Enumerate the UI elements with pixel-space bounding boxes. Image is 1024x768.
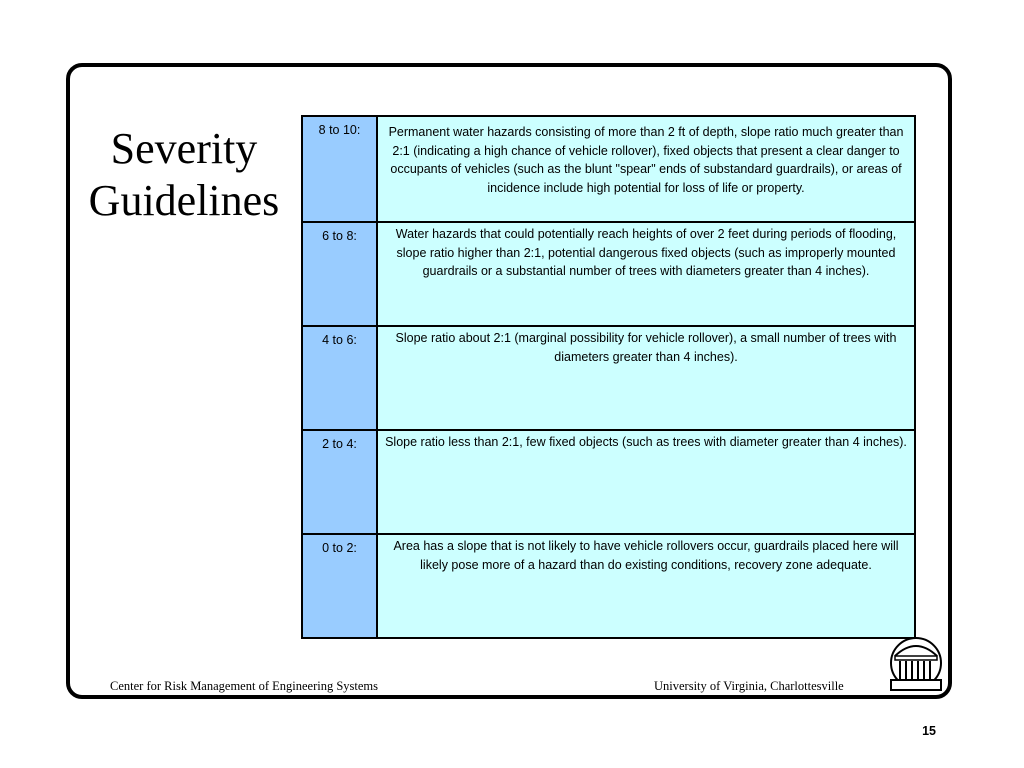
severity-table [301, 115, 916, 639]
rotunda-logo-icon [889, 636, 943, 692]
slide-title-line-1: Severity [110, 124, 258, 173]
severity-description-cell: Slope ratio about 2:1 (marginal possibility for vehicle rollover), a small number of trees with diameters greater than 4 inches). [377, 326, 915, 430]
severity-description-cell: Water hazards that could potentially reach heights of over 2 feet during periods of flooding, slope ratio higher than 2:1, potential dangerous fixed objects (such as improperly mounted guardrails or a substantial number of trees with diameters greater than 4 inches). [377, 222, 915, 326]
severity-range-cell: 4 to 6: [302, 326, 377, 430]
table-row [302, 116, 915, 222]
table-row [302, 430, 915, 534]
severity-range-cell: 2 to 4: [302, 430, 377, 534]
slide-title [72, 123, 296, 227]
table-row [302, 326, 915, 430]
severity-description-cell: Slope ratio less than 2:1, few fixed objects (such as trees with diameter greater than 4 inches). [377, 430, 915, 534]
severity-description-cell: Permanent water hazards consisting of more than 2 ft of depth, slope ratio much greater than 2:1 (indicating a high chance of vehicle rollover), fixed objects that present a clear danger to occupants of vehicles (such as the blunt "spear" ends of substandard guardrails), or areas of incidence include high potential for loss of life or property. [377, 116, 915, 222]
table-row [302, 222, 915, 326]
footer-university: University of Virginia, Charlottesville [654, 679, 844, 693]
page-number: 15 [922, 724, 936, 738]
severity-range-cell: 0 to 2: [302, 534, 377, 638]
footer-organization: Center for Risk Management of Engineering Systems [110, 679, 378, 693]
table-row [302, 534, 915, 638]
severity-range-cell: 6 to 8: [302, 222, 377, 326]
severity-description-cell: Area has a slope that is not likely to have vehicle rollovers occur, guardrails placed here will likely pose more of a hazard than do existing conditions, recovery zone adequate. [377, 534, 915, 638]
slide-title-line-2: Guidelines [88, 176, 280, 225]
severity-range-cell: 8 to 10: [302, 116, 377, 222]
